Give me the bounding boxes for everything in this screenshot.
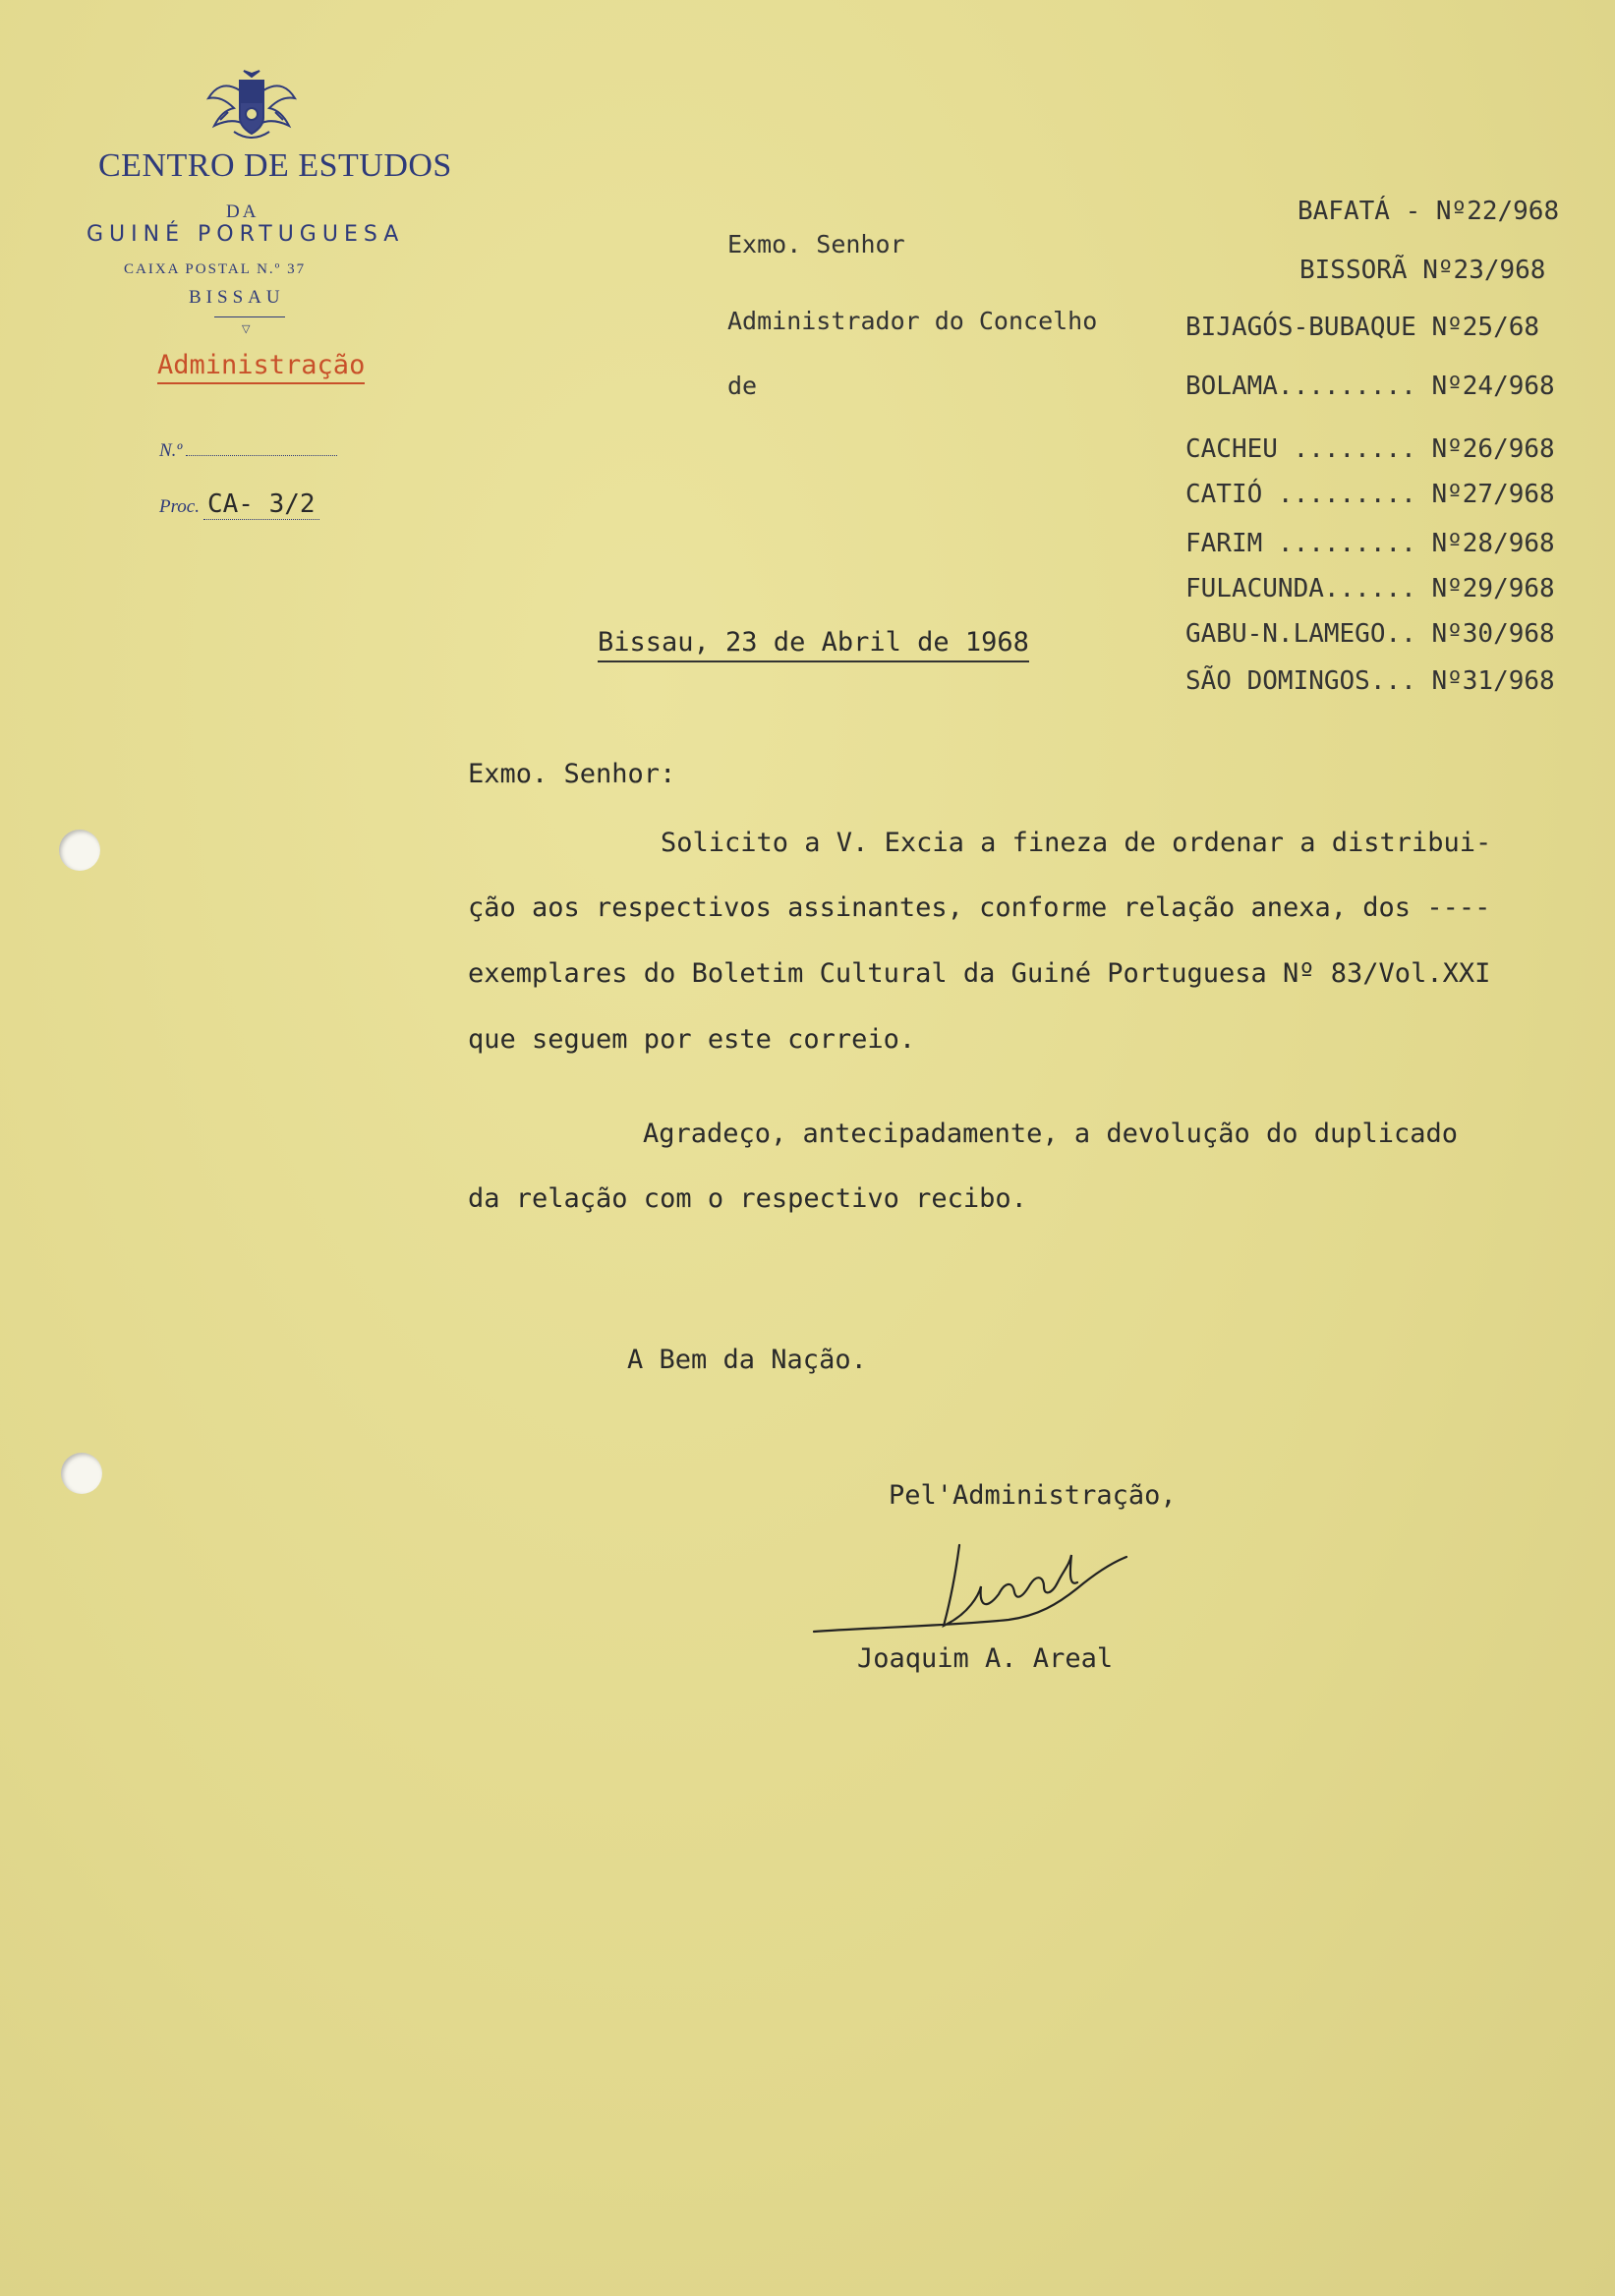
on-behalf-line: Pel'Administração,: [889, 1480, 1177, 1511]
distribution-row: [1298, 197, 1559, 226]
distribution-row: [1299, 256, 1545, 285]
number-blank: [186, 455, 337, 456]
department-stamp: Administração: [157, 350, 365, 384]
body-line: exemplares do Boletim Cultural da Guiné Portuguesa Nº 83/Vol.XXI: [468, 958, 1491, 989]
punch-hole-bottom: [61, 1453, 102, 1494]
proc-value: CA- 3/2: [203, 489, 319, 520]
distribution-place: GABU-N.LAMEGO..: [1185, 619, 1416, 649]
distribution-ref: Nº24/968: [1431, 372, 1555, 401]
proc-label: Proc.: [159, 496, 200, 517]
recipient-salutation: Exmo. Senhor: [727, 230, 905, 258]
coat-of-arms-icon: [204, 69, 299, 144]
org-region: GUINÉ PORTUGUESA: [87, 222, 405, 247]
distribution-place: BIJAGÓS-BUBAQUE: [1185, 313, 1416, 342]
distribution-place: FULACUNDA......: [1185, 574, 1416, 603]
punch-hole-top: [59, 830, 100, 871]
distribution-place: BAFATÁ -: [1298, 197, 1421, 226]
number-field: [159, 440, 337, 462]
recipient-role: Administrador do Concelho: [727, 307, 1098, 335]
distribution-row: [1185, 574, 1555, 603]
body-line: Agradeço, antecipadamente, a devolução do duplicado: [643, 1119, 1459, 1149]
distribution-place: SÃO DOMINGOS...: [1185, 666, 1416, 696]
body-greeting: Exmo. Senhor:: [468, 759, 676, 789]
distribution-row: [1185, 619, 1555, 649]
distribution-place: CATIÓ .........: [1185, 480, 1416, 509]
distribution-place: CACHEU ........: [1185, 434, 1416, 464]
postal-box: CAIXA POSTAL N.º 37: [124, 261, 307, 277]
divider-ornament-icon: ▽: [242, 322, 251, 335]
distribution-ref: Nº30/968: [1431, 619, 1555, 649]
distribution-ref: Nº25/68: [1431, 313, 1540, 342]
body-line: ção aos respectivos assinantes, conforme relação anexa, dos ----: [468, 892, 1491, 923]
distribution-ref: Nº22/968: [1435, 197, 1560, 226]
distribution-row: [1185, 666, 1555, 696]
distribution-ref: Nº29/968: [1431, 574, 1555, 603]
distribution-place: FARIM .........: [1185, 529, 1416, 558]
closing-line: A Bem da Nação.: [627, 1345, 867, 1375]
distribution-row: [1185, 372, 1555, 401]
org-name: CENTRO DE ESTUDOS: [98, 147, 452, 184]
body-line: Solicito a V. Excia a fineza de ordenar a distribui-: [661, 828, 1492, 858]
distribution-row: [1185, 529, 1555, 558]
distribution-place: BISSORÃ: [1299, 256, 1408, 285]
distribution-ref: Nº26/968: [1431, 434, 1555, 464]
distribution-ref: Nº28/968: [1431, 529, 1555, 558]
distribution-row: [1185, 480, 1555, 509]
signer-name: Joaquim A. Areal: [857, 1643, 1114, 1674]
org-city: BISSAU: [189, 287, 285, 308]
distribution-row: [1185, 434, 1555, 464]
letter-date: Bissau, 23 de Abril de 1968: [598, 627, 1029, 662]
handwritten-signature: [812, 1535, 1136, 1653]
distribution-place: BOLAMA.........: [1185, 372, 1416, 401]
proc-field: [159, 489, 319, 520]
recipient-of: de: [727, 372, 758, 400]
org-da: DA: [226, 201, 260, 222]
body-line: que seguem por este correio.: [468, 1024, 916, 1055]
distribution-ref: Nº27/968: [1431, 480, 1555, 509]
letterhead-divider: [214, 316, 285, 317]
distribution-ref: Nº23/968: [1422, 256, 1546, 285]
number-label: N.º: [159, 440, 183, 461]
distribution-ref: Nº31/968: [1431, 666, 1555, 696]
distribution-row: [1185, 313, 1539, 342]
body-line: da relação com o respectivo recibo.: [468, 1183, 1027, 1214]
